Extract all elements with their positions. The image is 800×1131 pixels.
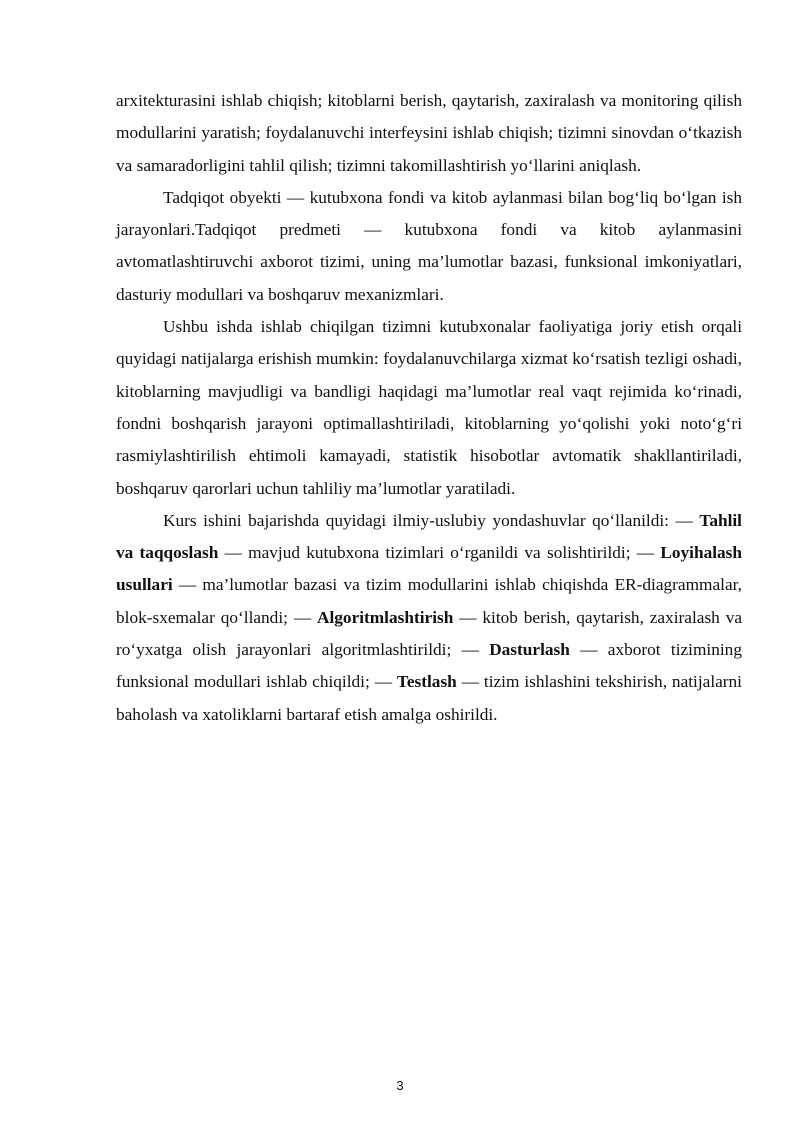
- approach-term: Tahlil va taqqoslash: [116, 510, 742, 563]
- approach-dash: —: [461, 640, 479, 660]
- paragraph-approaches: [116, 505, 742, 731]
- approaches-intro: Kurs ishini bajarishda quyidagi ilmiy-uslubiy yondashuvlar qo‘llanildi:: [163, 510, 669, 530]
- approach-text: — axborot tizimining funksional modullari ishlab chiqildi;: [116, 640, 742, 692]
- approach-dash: —: [675, 510, 693, 530]
- approach-dash: —: [636, 543, 655, 563]
- approach-text: — ma’lumotlar bazasi va tizim modullarini ishlab chiqishda ER-diagrammalar, blok-sxemalar qo‘llandi;: [116, 575, 742, 627]
- approach-dash: —: [374, 672, 392, 692]
- page-number: 3: [396, 1078, 404, 1093]
- paragraph-continuation: arxitekturasini ishlab chiqish; kitoblarni berish, qaytarish, zaxiralash va monitoring qilish modullarini yaratish; foydalanuvchi interfeysini ishlab chiqish; tizimni sinovdan o‘tkazish va samaradorligini tahlil qilish; tizimni takomillashtirish yo‘llarini aniqlash.: [116, 91, 742, 175]
- approach-term: Testlash: [396, 672, 457, 692]
- approach-text: — mavjud kutubxona tizimlari o‘rganildi va solishtirildi;: [224, 543, 631, 563]
- paragraph-results: Ushbu ishda ishlab chiqilgan tizimni kutubxonalar faoliyatiga joriy etish orqali quyidagi natijalarga erishish mumkin: foydalanuvchilarga xizmat ko‘rsatish tezligi oshadi, kitoblarning mavjudligi va bandligi haqidagi ma’lumotlar real vaqt rejimida ko‘rinadi, fondni boshqarish jarayoni optimallashtiriladi, kitoblarning yo‘qolishi yoki noto‘g‘ri rasmiylashtirilish ehtimoli kamayadi, statistik hisobotlar avtomatik shakllantiriladi, boshqaruv qarorlari uchun tahliliy ma’lumotlar yaratiladi.: [116, 317, 742, 498]
- approach-text: — kitob berish, qaytarish, zaxiralash va ro‘yxatga olish jarayonlari algoritmlashtirildi;: [116, 607, 743, 660]
- approach-term: Loyihalash usullari: [116, 543, 742, 595]
- paragraph-research-object: Tadqiqot obyekti — kutubxona fondi va kitob aylanmasi bilan bog‘liq bo‘lgan ish jarayonlari.Tadqiqot predmeti — kutubxona fondi va kitob aylanmasini avtomatlashtiruvchi axborot tizimi, uning ma’lumotlar bazasi, funksional imkoniyatlari, dasturiy modullari va boshqaruv mexanizmlari.: [116, 187, 742, 304]
- document-body: [116, 85, 742, 731]
- approach-dash: —: [293, 607, 312, 627]
- approach-text: — tizim ishlashini tekshirish, natijalarni baholash va xatoliklarni bartaraf etish amalga oshirildi.: [116, 672, 742, 724]
- approach-term: Algoritmlashtirish: [317, 607, 454, 627]
- approach-term: Dasturlash: [489, 640, 570, 660]
